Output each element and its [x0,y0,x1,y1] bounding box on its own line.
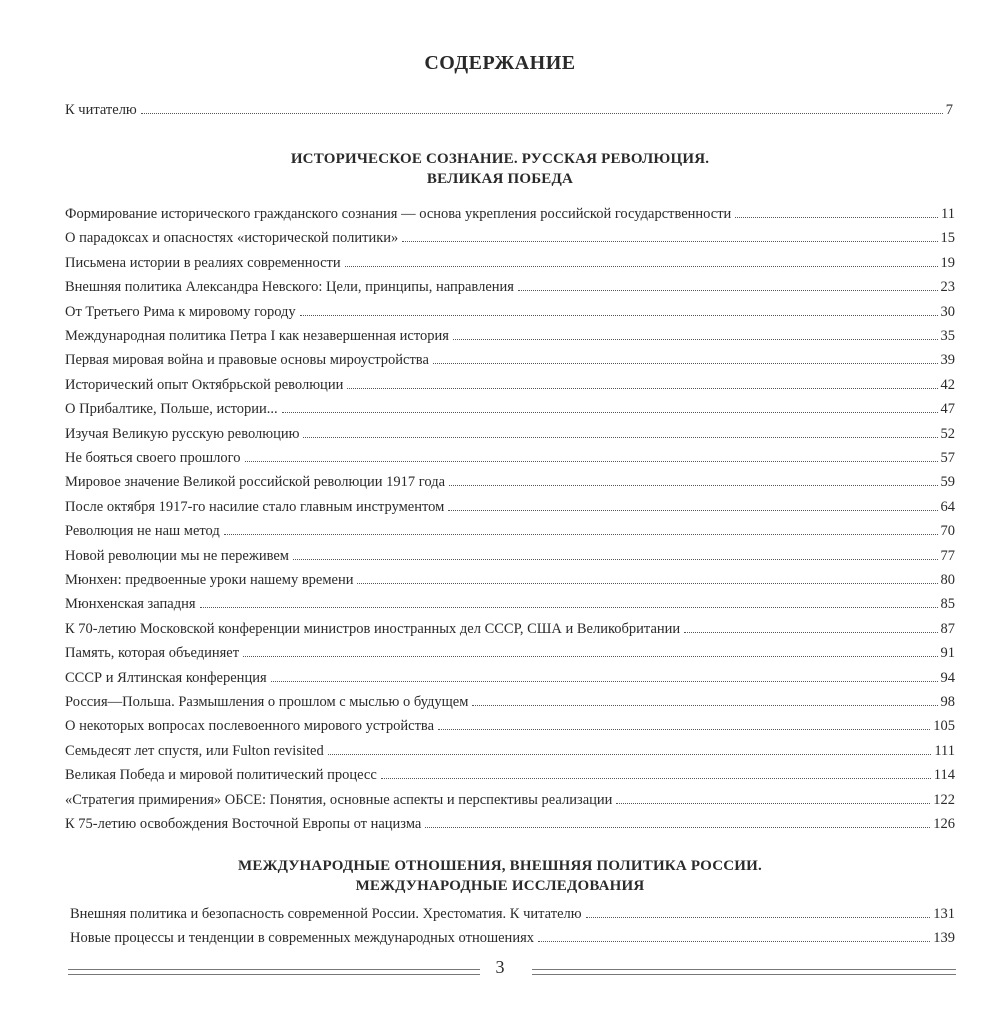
section-heading-line: ВЕЛИКАЯ ПОБЕДА [426,171,574,187]
leader-dots [300,315,938,316]
toc-entry-page: 52 [940,425,955,442]
toc-entry-label: После октября 1917-го насилие стало главным инструментом [65,498,445,515]
toc-entry-label: От Третьего Рима к мировому городу [65,303,296,320]
leader-dots [245,461,938,462]
toc-entry-page: 70 [940,523,955,540]
toc-entry[interactable] [65,569,955,591]
leader-dots [735,217,938,218]
toc-entry-page: 64 [940,498,955,515]
toc-entry[interactable] [65,789,955,811]
toc-entry-page: 111 [934,742,955,759]
toc-entry[interactable] [65,740,955,762]
toc-entry-page: 30 [940,303,955,320]
toc-entry-intro[interactable] [65,99,953,121]
toc-entry-page: 126 [933,816,955,832]
toc-entry[interactable] [65,252,955,274]
toc-entry-page: 57 [940,450,955,466]
leader-dots [538,941,930,942]
toc-entry-label: О Прибалтике, Польше, истории... [65,401,278,418]
toc-entry-label: Внешняя политика и безопасность современной России. Хрестоматия. К читателю [70,906,582,922]
toc-entry-label: Семьдесят лет спустя, или Fulton revisited [65,742,324,759]
leader-dots [293,559,938,560]
toc-entry[interactable] [65,398,955,420]
toc-entry-page: 139 [933,930,955,946]
toc-entry-label: Память, которая объединяет [65,645,240,662]
toc-entry[interactable] [65,496,955,518]
section-heading-line: МЕЖДУНАРОДНЫЕ ОТНОШЕНИЯ, ВНЕШНЯЯ ПОЛИТИКА РОССИИ. [238,858,762,874]
leader-dots [402,241,937,242]
toc-entry[interactable] [65,715,955,737]
toc-entry-label: Мюнхен: предвоенные уроки нашему времени [65,572,354,588]
toc-entry-page: 85 [940,596,955,613]
toc-entry-label: О парадоксах и опасностях «исторической политики» [65,230,399,247]
toc-entry[interactable] [65,276,955,298]
section-heading-line: ИСТОРИЧЕСКОЕ СОЗНАНИЕ. РУССКАЯ РЕВОЛЮЦИЯ. [290,151,710,167]
toc-entry-label: Письмена истории в реалиях современности [65,254,341,271]
toc-entry-page: 23 [940,279,955,296]
leader-dots [684,632,937,633]
leader-dots [438,729,930,730]
toc-entry-label: Изучая Великую русскую революцию [65,425,300,442]
toc-entry[interactable] [65,691,955,713]
toc-entry-page: 11 [941,206,955,222]
toc-entry[interactable] [65,374,955,396]
leader-dots [381,778,931,779]
toc-entry[interactable] [65,667,955,689]
toc-entry-page: 77 [940,547,955,564]
leader-dots [425,827,930,828]
leader-dots [586,917,931,918]
toc-entry-page: 19 [940,254,955,271]
leader-dots [282,412,938,413]
leader-dots [433,363,938,364]
toc-entry[interactable] [65,471,955,493]
leader-dots [243,656,937,657]
toc-entry[interactable] [65,349,955,371]
toc-entry-label: К читателю [65,102,137,118]
toc-entry-label: «Стратегия примирения» ОБСЕ: Понятия, основные аспекты и перспективы реализации [65,791,613,808]
toc-entry[interactable] [65,618,955,640]
toc-entry[interactable] [65,642,955,664]
toc-entry-label: Новой революции мы не переживем [65,547,289,564]
toc-entry-page: 47 [940,401,955,418]
leader-dots [347,388,937,389]
leader-dots [141,113,943,114]
footer-rule-left [68,969,480,975]
leader-dots [328,754,932,755]
leader-dots [271,681,938,682]
leader-dots [472,705,937,706]
toc-entry-page: 98 [940,694,955,710]
leader-dots [200,607,938,608]
toc-entry-page: 91 [940,645,955,662]
section-heading [0,149,1000,189]
toc-entry-page: 87 [940,620,955,637]
toc-entry[interactable] [65,325,955,347]
toc-entry[interactable] [70,903,955,925]
toc-entry-label: Формирование исторического гражданского сознания — основа укрепления российской государственности [65,206,732,222]
toc-entry-label: К 70-летию Московской конференции министров иностранных дел СССР, США и Великобритании [65,620,681,637]
toc-entry-label: Мировое значение Великой российской революции 1917 года [65,474,446,491]
section-heading-line: МЕЖДУНАРОДНЫЕ ИССЛЕДОВАНИЯ [355,878,645,894]
toc-entry-label: Россия—Польша. Размышления о прошлом с мыслью о будущем [65,694,469,710]
toc-entry-label: Мюнхенская западня [65,596,196,613]
leader-dots [518,290,938,291]
toc-entry-page: 39 [940,352,955,369]
toc-entry-page: 15 [940,230,955,247]
leader-dots [224,534,938,535]
toc-entry-page: 42 [940,376,955,393]
toc-entry-label: СССР и Ялтинская конференция [65,669,267,686]
toc-entry-page: 114 [933,767,955,784]
leader-dots [616,803,930,804]
leader-dots [303,437,937,438]
toc-entry[interactable] [65,813,955,835]
toc-entry[interactable] [70,927,955,949]
toc-entry-page: 94 [940,669,955,686]
toc-entry[interactable] [65,423,955,445]
toc-entry-page: 59 [940,474,955,491]
footer-rule-right [532,969,956,975]
toc-entry-label: Первая мировая война и правовые основы мироустройства [65,352,429,369]
toc-entry-page: 80 [940,572,955,588]
toc-entry[interactable] [65,520,955,542]
toc-entry[interactable] [65,301,955,323]
leader-dots [449,485,937,486]
toc-entry[interactable] [65,593,955,615]
toc-entry-label: Не бояться своего прошлого [65,450,241,466]
leader-dots [345,266,938,267]
footer-page-number: 3 [495,957,505,977]
toc-entry-label: К 75-летию освобождения Восточной Европы от нацизма [65,816,422,832]
toc-entry-page: 122 [933,791,955,808]
leader-dots [448,510,937,511]
toc-entry[interactable] [65,545,955,567]
toc-entry-page: 105 [933,718,955,735]
leader-dots [453,339,938,340]
toc-entry-page: 35 [940,328,955,344]
toc-entry-label: Новые процессы и тенденции в современных международных отношениях [70,930,534,946]
leader-dots [357,583,937,584]
toc-entry-page: 7 [945,102,953,118]
page-title: СОДЕРЖАНИЕ [424,52,576,74]
toc-entry-label: Исторический опыт Октябрьской революции [65,376,344,393]
toc-entry-label: Революция не наш метод [65,523,220,540]
toc-entry[interactable] [65,227,955,249]
toc-entry-label: Внешняя политика Александра Невского: Цели, принципы, направления [65,279,514,296]
toc-entry-label: Международная политика Петра I как незавершенная история [65,328,449,344]
toc-entry-page: 131 [933,906,955,922]
toc-entry[interactable] [65,203,955,225]
toc-entry-label: Великая Победа и мировой политический процесс [65,767,377,784]
toc-entry[interactable] [65,447,955,469]
toc-entry[interactable] [65,764,955,786]
section-heading [0,856,1000,896]
toc-entry-label: О некоторых вопросах послевоенного мирового устройства [65,718,434,735]
